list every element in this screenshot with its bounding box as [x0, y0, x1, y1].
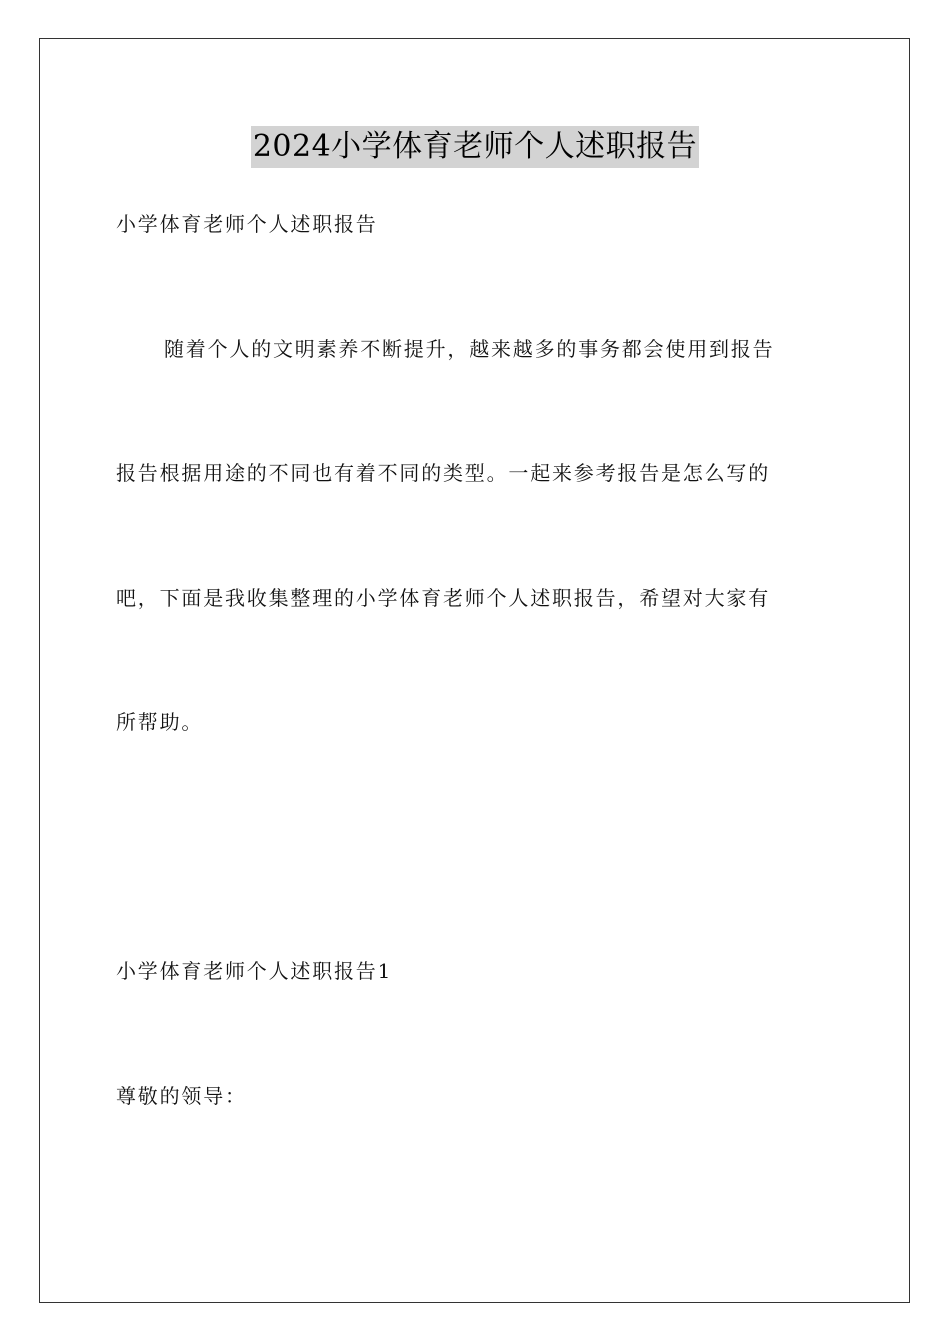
intro-paragraph-line-4: 所帮助。 [116, 710, 204, 734]
intro-paragraph-line-1: 随着个人的文明素养不断提升，越来越多的事务都会使用到报告 [164, 337, 775, 361]
title-container [0, 126, 950, 168]
intro-paragraph-line-2: 报告根据用途的不同也有着不同的类型。一起来参考报告是怎么写的 [116, 461, 770, 485]
section-heading: 小学体育老师个人述职报告1 [116, 959, 393, 983]
intro-paragraph-line-3: 吧，下面是我收集整理的小学体育老师个人述职报告，希望对大家有 [116, 586, 770, 610]
salutation: 尊敬的领导： [116, 1084, 247, 1108]
document-subtitle: 小学体育老师个人述职报告 [116, 212, 378, 236]
document-title: 2024小学体育老师个人述职报告 [251, 126, 699, 168]
